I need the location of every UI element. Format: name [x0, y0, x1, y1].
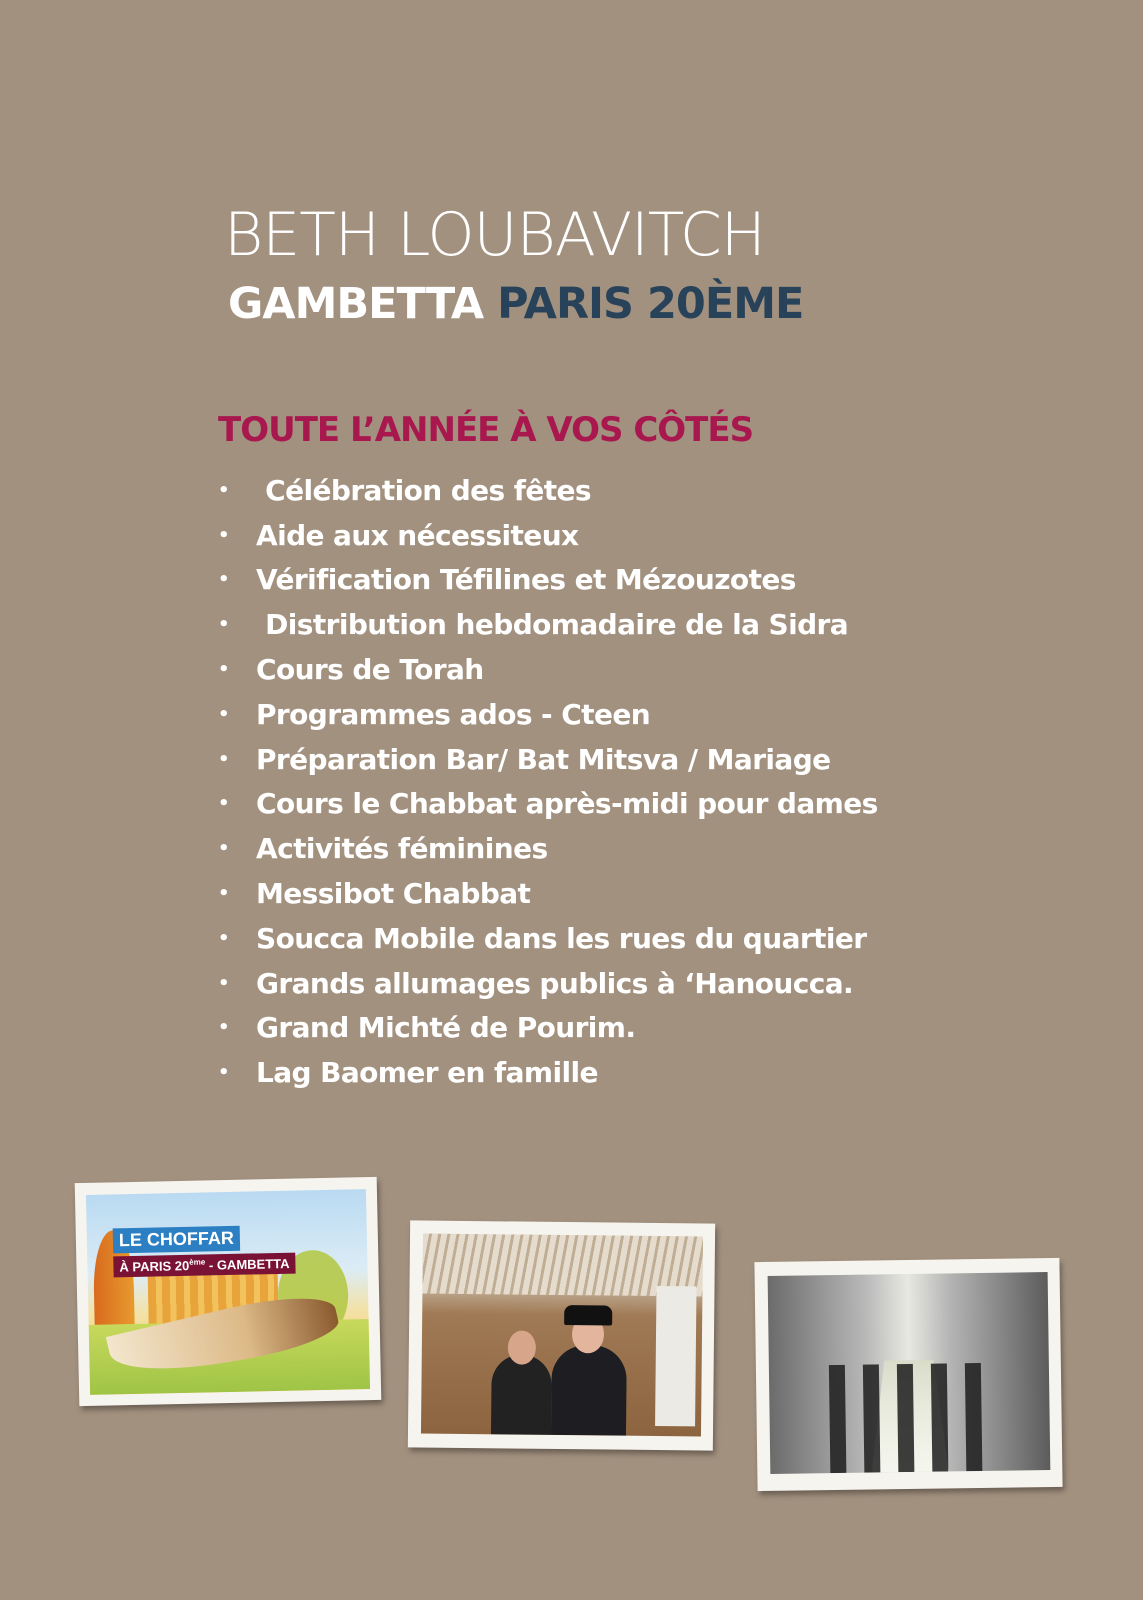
- list-item: [218, 558, 878, 603]
- bullet-icon: •: [218, 703, 229, 725]
- photo-choffar-poster: [75, 1177, 382, 1406]
- list-item: [218, 871, 878, 916]
- bullet-icon: •: [218, 883, 229, 905]
- list-item-text: Grand Michté de Pourim.: [256, 1011, 636, 1045]
- poster-image: [86, 1189, 370, 1395]
- bullet-icon: •: [218, 614, 229, 636]
- subtitle-gambetta: GAMBETTA: [228, 279, 484, 329]
- hat-shape: [564, 1305, 612, 1326]
- people-shape: [829, 1363, 1001, 1474]
- bullet-icon: •: [218, 479, 229, 501]
- list-item-text: Distribution hebdomadaire de la Sidra: [256, 608, 849, 642]
- window-shape: [655, 1286, 696, 1426]
- soucca-image: [421, 1234, 703, 1437]
- person-shape: [551, 1345, 627, 1436]
- photo-long-table: [754, 1258, 1062, 1491]
- list-item-text: Aide aux nécessiteux: [256, 518, 579, 552]
- photo-soucca-visit: [408, 1220, 715, 1450]
- list-item-text: Célébration des fêtes: [256, 473, 591, 507]
- list-item-text: Messibot Chabbat: [256, 877, 531, 911]
- bullet-icon: •: [218, 927, 229, 949]
- list-item-text: Soucca Mobile dans les rues du quartier: [256, 921, 867, 955]
- page-subtitle: [228, 279, 804, 329]
- list-item-text: Lag Baomer en famille: [256, 1056, 598, 1090]
- bullet-icon: •: [218, 972, 229, 994]
- list-item-text: Activités féminines: [256, 832, 548, 866]
- bullet-icon: •: [218, 524, 229, 546]
- list-item: [218, 513, 878, 558]
- list-item: [218, 916, 878, 961]
- bullet-icon: •: [218, 793, 229, 815]
- section-heading: TOUTE L’ANNÉE À VOS CÔTÉS: [218, 410, 754, 450]
- list-item: [218, 737, 878, 782]
- list-item: [218, 782, 878, 827]
- list-item: [218, 602, 878, 647]
- list-item: [218, 692, 878, 737]
- list-item-text: Cours de Torah: [256, 653, 484, 687]
- list-item-text: Cours le Chabbat après-midi pour dames: [256, 787, 878, 821]
- activities-list: [218, 468, 878, 1095]
- list-item: [218, 468, 878, 513]
- bullet-icon: •: [218, 1062, 229, 1084]
- list-item: [218, 647, 878, 692]
- page-title: BETH LOUBAVITCH: [224, 200, 765, 270]
- bullet-icon: •: [218, 659, 229, 681]
- bullet-icon: •: [218, 569, 229, 591]
- list-item-text: Programmes ados - Cteen: [256, 697, 651, 731]
- poster-label-location: À PARIS 20ème - GAMBETTA: [113, 1253, 296, 1278]
- bullet-icon: •: [218, 1017, 229, 1039]
- table-image: [768, 1272, 1051, 1474]
- poster-label-choffar: LE CHOFFAR: [113, 1226, 240, 1254]
- list-item: [218, 1050, 878, 1095]
- list-item-text: Préparation Bar/ Bat Mitsva / Mariage: [256, 742, 831, 776]
- person-shape: [491, 1354, 552, 1435]
- subtitle-paris: PARIS 20ÈME: [497, 279, 804, 329]
- list-item-text: Vérification Téfilines et Mézouzotes: [256, 563, 796, 597]
- bullet-icon: •: [218, 748, 229, 770]
- bullet-icon: •: [218, 838, 229, 860]
- list-item: [218, 826, 878, 871]
- list-item: [218, 961, 878, 1006]
- list-item: [218, 1006, 878, 1051]
- list-item-text: Grands allumages publics à ‘Hanoucca.: [256, 966, 854, 1000]
